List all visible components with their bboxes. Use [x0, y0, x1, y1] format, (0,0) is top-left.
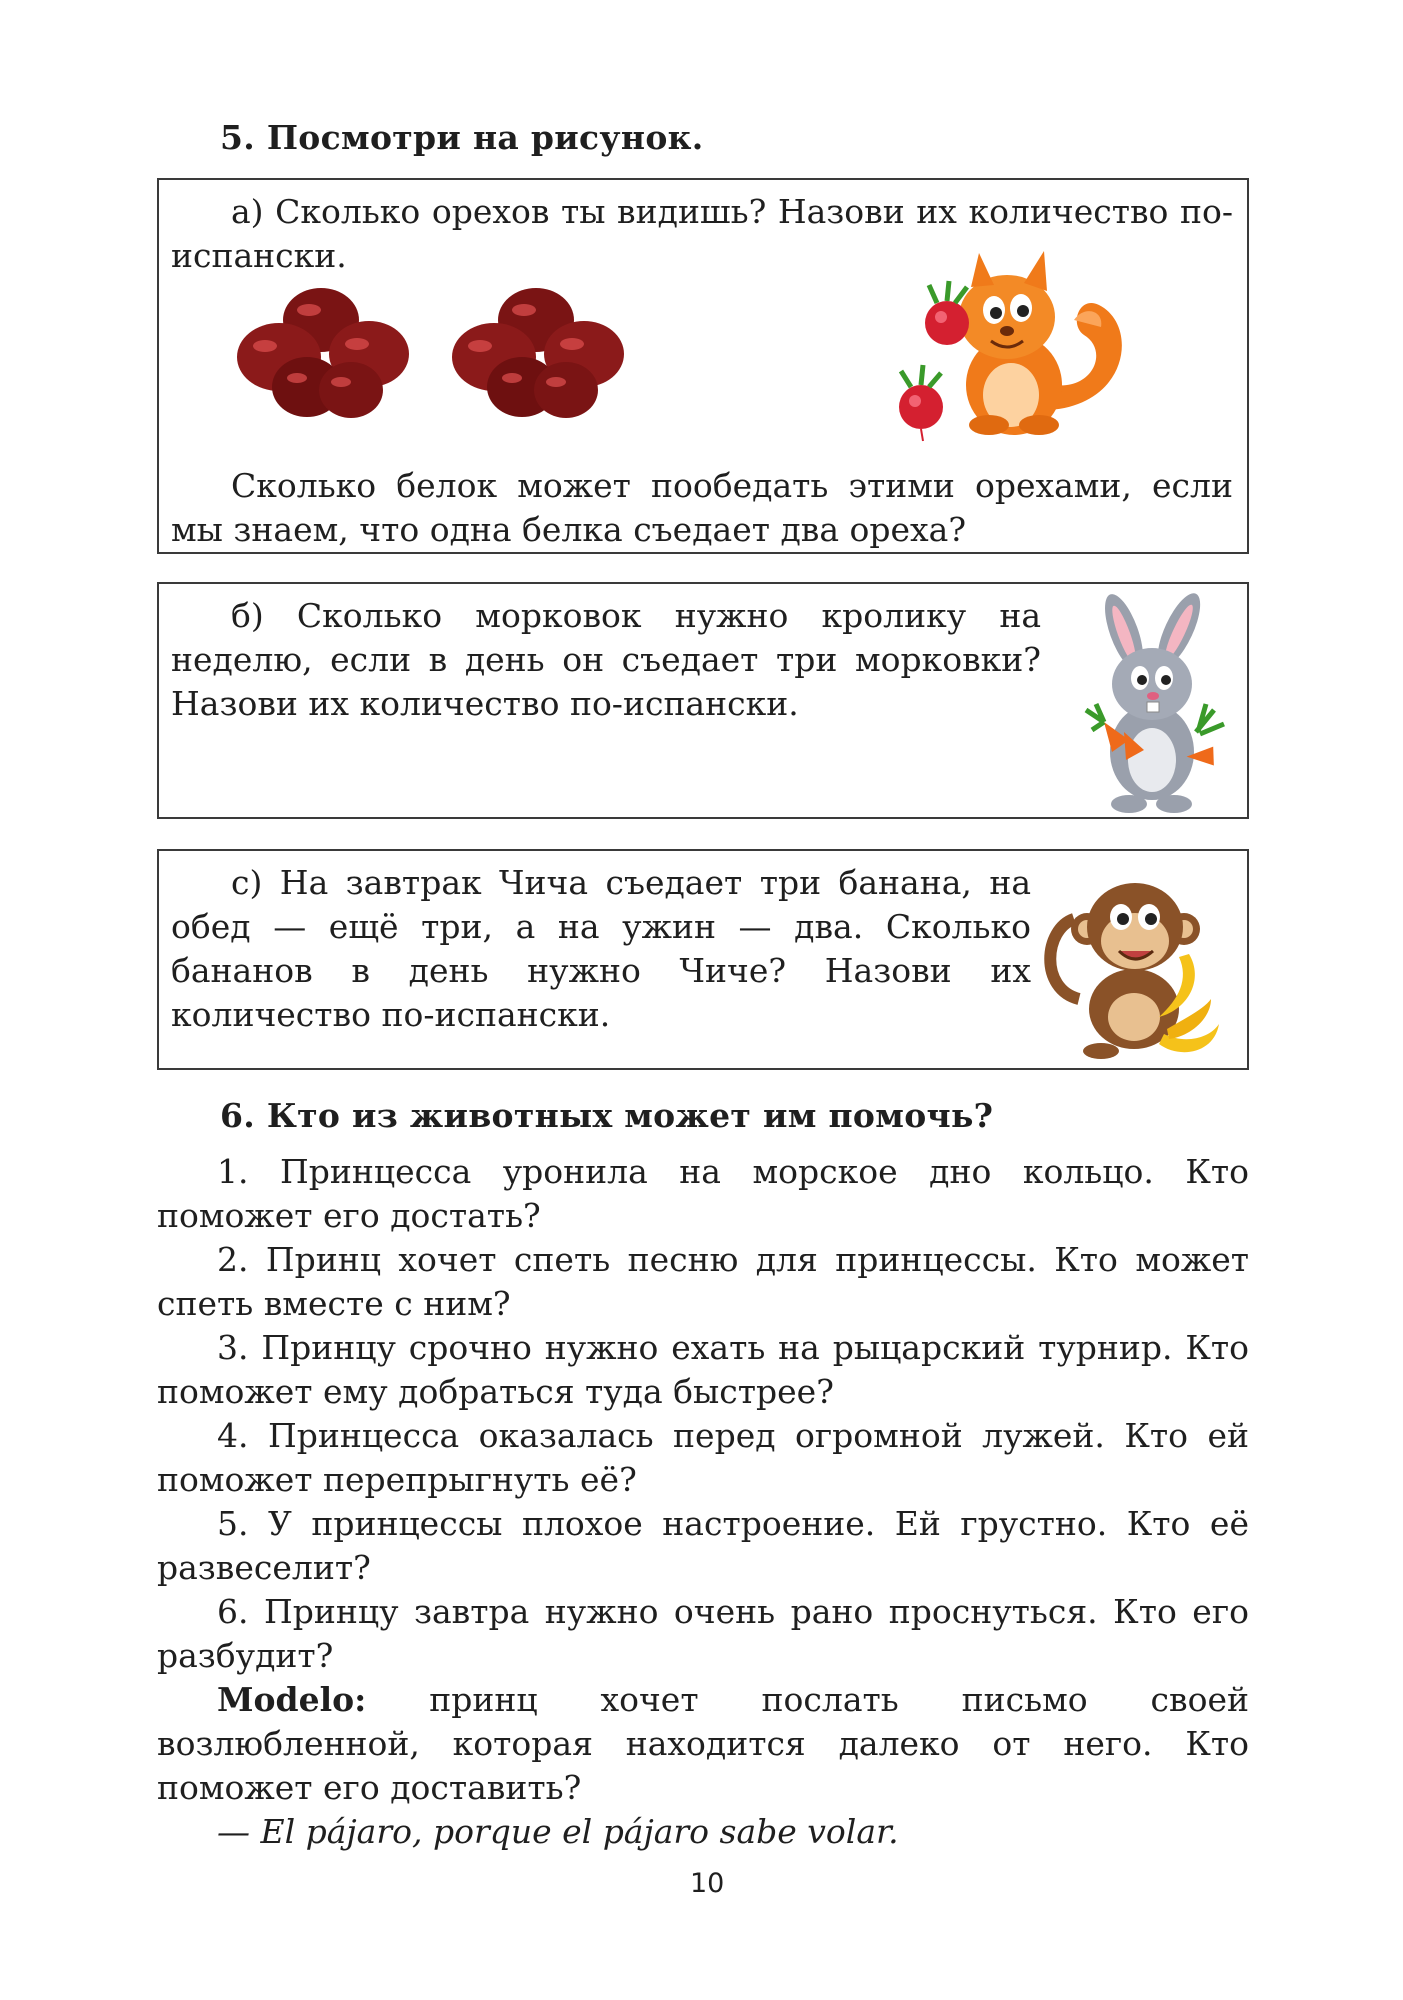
hazelnut-icon: [237, 288, 409, 418]
rabbit-illustration: [1074, 592, 1234, 817]
model-answer: — El pájaro, porque el pájaro sabe volar.: [217, 1812, 899, 1851]
squirrel-icon: [959, 251, 1122, 435]
hazelnut-group-1: [229, 282, 414, 422]
task5a-question2: Сколько белок может пообедать этими орехами, если мы знаем, что одна белка съедает два ореха?: [171, 466, 1233, 549]
squirrel-illustration: [879, 235, 1139, 445]
radish-icon: [899, 281, 969, 441]
task5b-box: [157, 582, 1249, 819]
model-text: принц хочет послать письмо своей возлюбленной, которая находится далеко от него. Кто поможет его доставить?: [157, 1680, 1249, 1807]
task5a-question: а) Сколько орехов ты видишь? Назови их количество по-испански.: [171, 192, 1233, 275]
task6-item-6: 6. Принцу завтра нужно очень рано проснуться. Кто его разбудит?: [157, 1592, 1249, 1675]
task5-heading: 5. Посмотри на рисунок.: [220, 118, 704, 157]
hazelnut-icon: [452, 288, 624, 418]
page-number: 10: [690, 1868, 725, 1899]
task6-item-5: 5. У принцессы плохое настроение. Ей грустно. Кто её развеселит?: [157, 1504, 1249, 1587]
task6-list: [157, 1150, 1249, 1854]
monkey-illustration: [1039, 859, 1229, 1064]
task6-item-2: 2. Принц хочет спеть песню для принцессы. Кто может спеть вместе с ним?: [157, 1240, 1249, 1323]
task5b-question: б) Сколько морковок нужно кролику на неделю, если в день он съедает три морковки? Назови их количество по-испански.: [171, 596, 1041, 723]
rabbit-icon: [1097, 592, 1208, 813]
model-paragraph: [157, 1678, 1249, 1810]
task6-item-3: 3. Принцу срочно нужно ехать на рыцарский турнир. Кто поможет ему добраться туда быстрее?: [157, 1328, 1249, 1411]
task5c-box: [157, 849, 1249, 1070]
task6-item-1: 1. Принцесса уронила на морское дно кольцо. Кто поможет его достать?: [157, 1152, 1249, 1235]
hazelnut-group-2: [444, 282, 629, 422]
task6-heading: 6. Кто из животных может им помочь?: [220, 1096, 994, 1135]
task5c-question: с) На завтрак Чича съедает три банана, на обед — ещё три, а на ужин — два. Сколько бананов в день нужно Чиче? Назови их количество по-испански.: [171, 863, 1031, 1034]
task5a-box: [157, 178, 1249, 554]
model-label: Modelo:: [217, 1680, 367, 1719]
task6-item-4: 4. Принцесса оказалась перед огромной лужей. Кто ей поможет перепрыгнуть её?: [157, 1416, 1249, 1499]
